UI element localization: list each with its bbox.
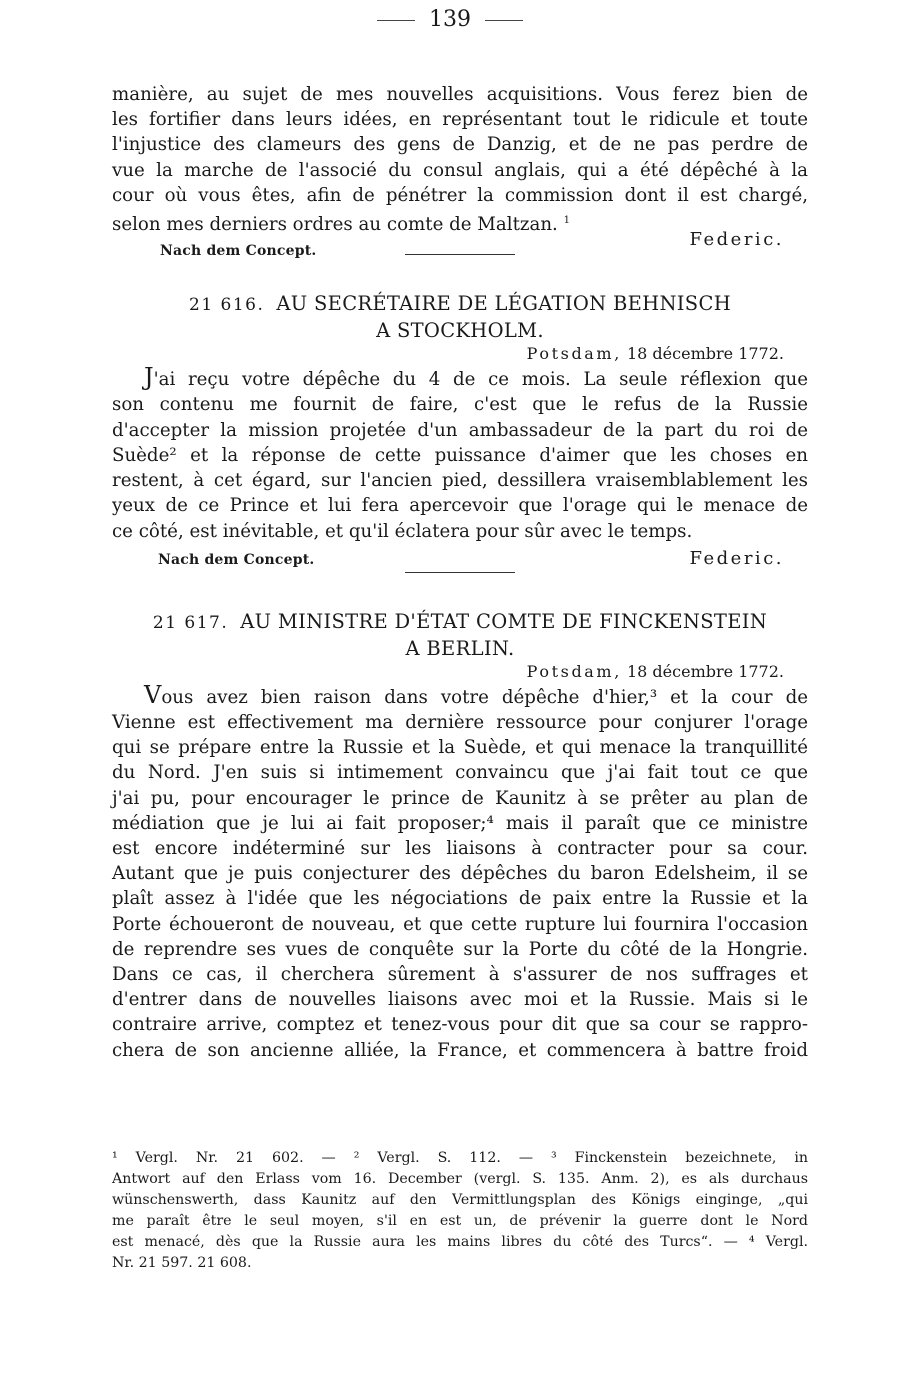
continuation-paragraph bbox=[112, 82, 808, 237]
letter-heading bbox=[112, 609, 808, 661]
letter-title-line2: A BERLIN. bbox=[405, 636, 515, 660]
footnotes bbox=[112, 1148, 808, 1274]
text-line: les fortifier dans leurs idées, en représentant tout le ridicule et toute bbox=[112, 109, 808, 131]
text-line: j'ai pu, pour encourager le prince de Kaunitz à se prêter au plan de bbox=[112, 787, 808, 809]
dateline-place: Potsdam, bbox=[526, 661, 622, 681]
text-line: yeux de ce Prince et lui fera apercevoir que l'orage qui le menace de bbox=[112, 495, 808, 517]
signature: Federic. bbox=[689, 229, 784, 251]
initial-letter: J bbox=[144, 363, 154, 392]
text-line: de reprendre ses vues de conquête sur la Porte du côté de la Hongrie. bbox=[112, 938, 808, 960]
letter-title-line1 bbox=[112, 291, 808, 318]
text-line: Dans ce cas, il cherchera sûrement à s'assurer de nos suffrages et bbox=[112, 963, 808, 985]
letter-body bbox=[112, 365, 808, 543]
footnote-line: me paraît être le seul moyen, s'il en est un, de prévenir la guerre dont le Nord bbox=[112, 1213, 808, 1229]
footnote-line: est menacé, dès que la Russie aura les mains libres du côté des Turcs“. — ⁴ Vergl. bbox=[112, 1234, 808, 1250]
source-note: Nach dem Concept. bbox=[158, 551, 315, 568]
signature: Federic. bbox=[689, 547, 784, 569]
footnote-line: ¹ Vergl. Nr. 21 602. — ² Vergl. S. 112. — ³ Finckenstein bezeichnete, in bbox=[112, 1150, 808, 1166]
text-line bbox=[112, 365, 808, 392]
text-line: qui se prépare entre la Russie et la Suède, et qui menace la tranquillité bbox=[112, 737, 808, 759]
footnote-line: Nr. 21 597. 21 608. bbox=[112, 1255, 252, 1271]
dateline bbox=[112, 343, 808, 365]
text-line: médiation que je lui ai fait proposer;⁴ mais il paraît que ce ministre bbox=[112, 812, 808, 834]
text-line: plaît assez à l'idée que les négociations de paix entre la Russie et la bbox=[112, 888, 808, 910]
text-line: l'injustice des clameurs des gens de Danzig, et de ne pas perdre de bbox=[112, 134, 808, 156]
letter-heading bbox=[112, 291, 808, 343]
text-line: d'entrer dans de nouvelles liaisons avec moi et la Russie. Mais si le bbox=[112, 989, 808, 1011]
letter-addressee: AU MINISTRE D'ÉTAT COMTE DE FINCKENSTEIN bbox=[240, 609, 768, 633]
text-line: Autant que je puis conjecturer des dépêches du baron Edelsheim, il se bbox=[112, 863, 808, 885]
footnote-ref: 1 bbox=[563, 215, 570, 227]
text-line: vue la marche de l'associé du consul anglais, qui a été dépêché à la bbox=[112, 159, 808, 181]
footnote-line: wünschenswerth, dass Kaunitz auf den Vermittlungsplan des Königs einginge, „qui bbox=[112, 1192, 808, 1208]
text-line-content: selon mes derniers ordres au comte de Maltzan. bbox=[112, 214, 558, 236]
text-line-content: 'ai reçu votre dépêche du 4 de ce mois. La seule réflexion que bbox=[153, 369, 808, 391]
page-body bbox=[112, 82, 808, 1063]
source-note: Nach dem Concept. bbox=[160, 243, 317, 260]
signature-row bbox=[112, 229, 808, 260]
text-line: Suède² et la réponse de cette puissance d'aimer que les choses en bbox=[112, 444, 808, 466]
header-rule-left bbox=[377, 20, 415, 21]
text-line: ce côté, est inévitable, et qu'il éclatera pour sûr avec le temps. bbox=[112, 520, 693, 542]
dateline bbox=[112, 661, 808, 683]
signature-row bbox=[112, 548, 808, 574]
text-line: cour où vous êtes, afin de pénétrer la commission dont il est chargé, bbox=[112, 184, 808, 206]
page-header bbox=[0, 0, 900, 40]
text-line: restent, à cet égard, sur l'ancien pied, dessillera vraisemblablement les bbox=[112, 470, 808, 492]
initial-letter: V bbox=[144, 680, 162, 709]
text-line: d'accepter la mission projetée d'un ambassadeur de la part du roi de bbox=[112, 419, 808, 441]
text-line: son contenu me fournit de faire, c'est que le refus de la Russie bbox=[112, 394, 808, 416]
header-rule-right bbox=[485, 20, 523, 21]
text-line: est encore indéterminé sur les liaisons à contracter pour sa cour. bbox=[112, 837, 808, 859]
text-line: Porte échoueront de nouveau, et que cette rupture lui fournira l'occasion bbox=[112, 913, 808, 935]
dateline-place: Potsdam, bbox=[526, 344, 622, 364]
text-line bbox=[112, 680, 808, 710]
letter-number: 21 616. bbox=[189, 295, 265, 316]
dateline-date: 18 décembre 1772. bbox=[626, 661, 784, 681]
footnote-line: Antwort auf den Erlass vom 16. December (vergl. S. 135. Anm. 2), es als durchaus bbox=[112, 1171, 808, 1187]
text-line: manière, au sujet de mes nouvelles acquisitions. Vous ferez bien de bbox=[112, 84, 808, 105]
text-line: contraire arrive, comptez et tenez-vous pour dit que sa cour se rappro- bbox=[112, 1014, 808, 1036]
text-line-content: ous avez bien raison dans votre dépêche d'hier,³ et la cour de bbox=[161, 686, 808, 708]
text-line: du Nord. J'en suis si intimement convaincu que j'ai fait tout ce que bbox=[112, 762, 808, 784]
text-line: chera de son ancienne alliée, la France, et commencera à battre froid bbox=[112, 1039, 808, 1061]
letter-title-line2: A STOCKHOLM. bbox=[376, 319, 544, 343]
dateline-date: 18 décembre 1772. bbox=[626, 344, 784, 364]
text-line: Vienne est effectivement ma dernière ressource pour conjurer l'orage bbox=[112, 711, 808, 733]
letter-body bbox=[112, 680, 808, 1063]
letter-title-line1 bbox=[112, 609, 808, 636]
letter-number: 21 617. bbox=[152, 612, 229, 633]
page-number: 139 bbox=[429, 7, 471, 32]
letter-addressee: AU SECRÉTAIRE DE LÉGATION BEHNISCH bbox=[276, 292, 731, 316]
